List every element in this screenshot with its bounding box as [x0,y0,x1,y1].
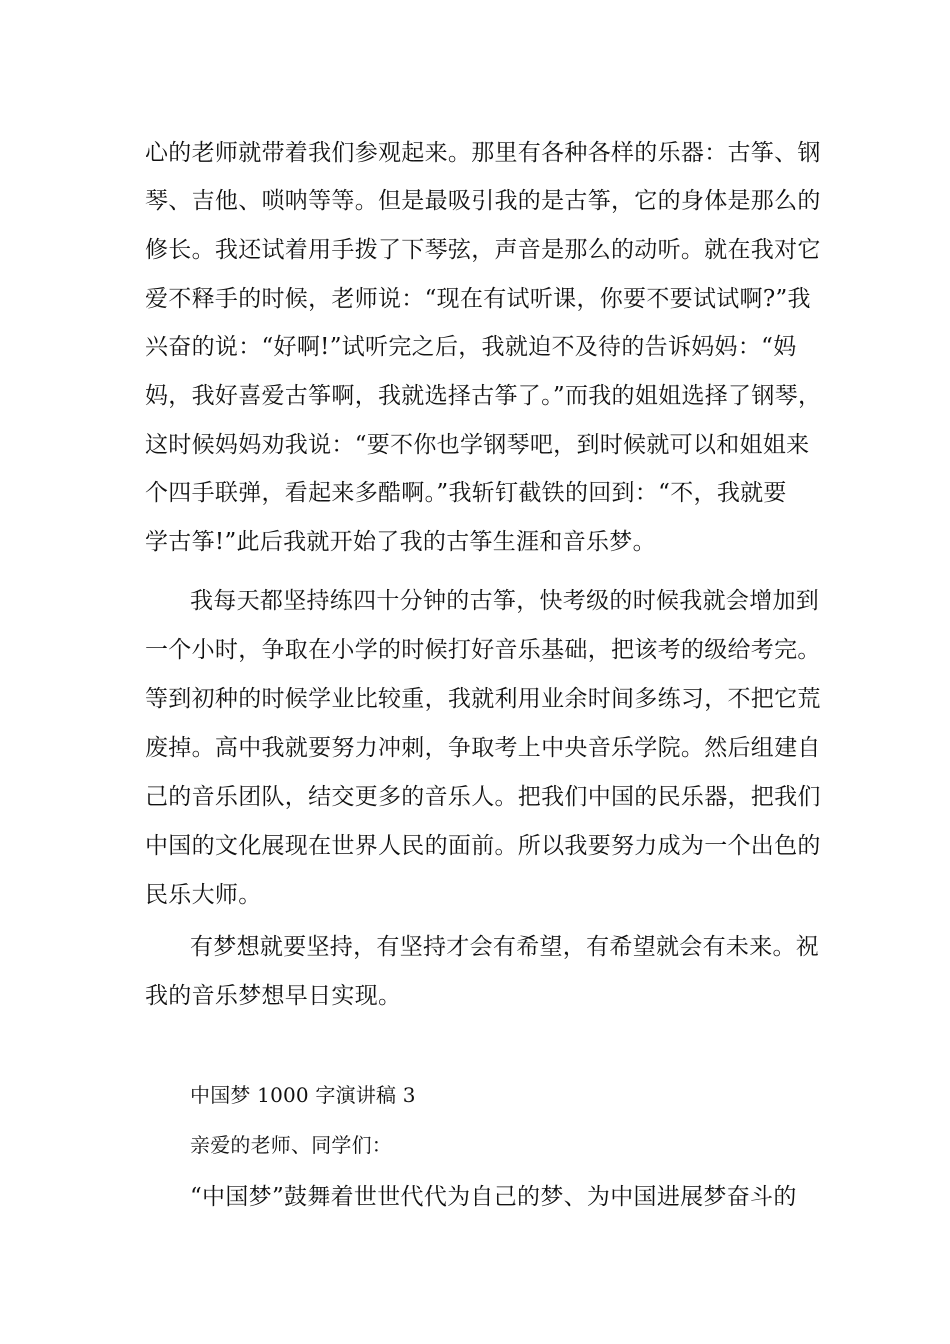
section-title: 中国梦 1000 字演讲稿 3 [190,1083,416,1107]
text-line: 这时候妈妈劝我说：“要不你也学钢琴吧，到时候就可以和姐姐来 [145,432,810,458]
text-line: 兴奋的说：“好啊!”试听完之后，我就迫不及待的告诉妈妈：“妈 [145,334,797,360]
text-line: 等到初种的时候学业比较重，我就利用业余时间多练习，不把它荒 [145,686,821,712]
text-line: 琴、吉他、唢呐等等。但是最吸引我的是古筝，它的身体是那么的 [145,188,821,214]
greeting: 亲爱的老师、同学们： [190,1133,392,1157]
text-line: 我的音乐梦想早日实现。 [145,983,402,1009]
text-line: 心的老师就带着我们参观起来。那里有各种各样的乐器：古筝、钢 [145,140,821,166]
text-line: 学古筝!”此后我就开始了我的古筝生涯和音乐梦。 [145,529,656,555]
text-line: 妈，我好喜爱古筝啊，我就选择古筝了。”而我的姐姐选择了钢琴， [145,383,822,409]
text-line: 一个小时，争取在小学的时候打好音乐基础，把该考的级给考完。 [145,637,821,663]
text-line: 中国的文化展现在世界人民的面前。所以我要努力成为一个出色的 [145,833,821,859]
text-line: 己的音乐团队，结交更多的音乐人。把我们中国的民乐器，把我们 [145,784,821,810]
text-line: 民乐大师。 [145,882,262,908]
text-line: 修长。我还试着用手拨了下琴弦，声音是那么的动听。就在我对它 [145,237,821,263]
text-line: 个四手联弹，看起来多酷啊。”我斩钉截铁的回到：“不，我就要 [145,480,787,506]
text-line: 有梦想就要坚持，有坚持才会有希望，有希望就会有未来。祝 [190,934,820,960]
text-line: “中国梦”鼓舞着世世代代为自己的梦、为中国进展梦奋斗的 [190,1184,797,1210]
text-line: 废掉。高中我就要努力冲刺，争取考上中央音乐学院。然后组建自 [145,735,821,761]
text-line: 爱不释手的时候，老师说：“现在有试听课，你要不要试试啊?”我 [145,286,811,312]
text-line: 我每天都坚持练四十分钟的古筝，快考级的时候我就会增加到 [190,588,820,614]
